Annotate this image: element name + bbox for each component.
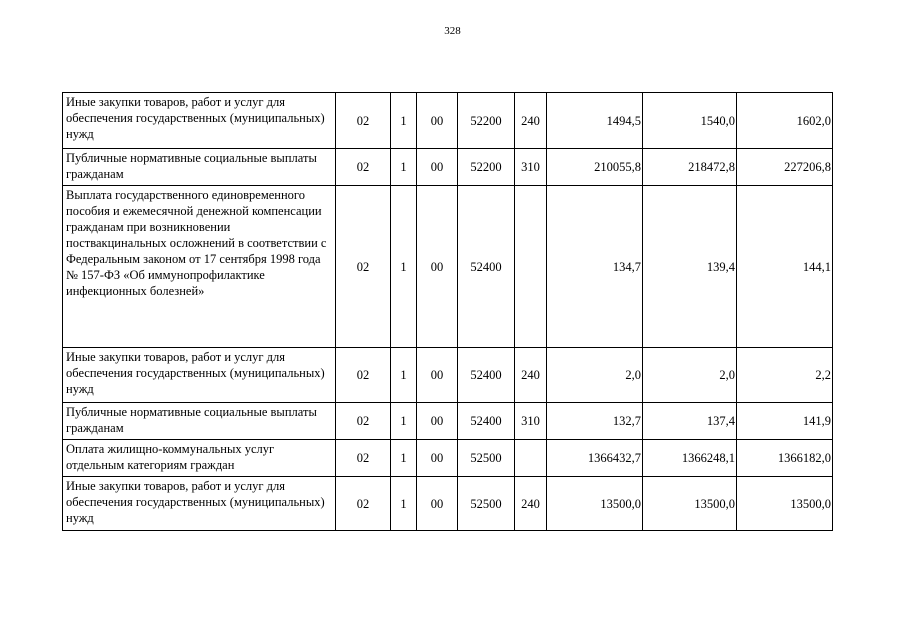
cell-code-2: 00 — [417, 93, 458, 149]
cell-expense-type: 240 — [515, 477, 547, 531]
row-name: Иные закупки товаров, работ и услуг для обеспечения государственных (муниципальных) нужд — [63, 348, 336, 403]
cell-expense-type — [515, 440, 547, 477]
cell-code-3: 52500 — [458, 440, 515, 477]
cell-value-1: 1494,5 — [547, 93, 643, 149]
row-name: Иные закупки товаров, работ и услуг для обеспечения государственных (муниципальных) нужд — [63, 477, 336, 531]
cell-value-2: 139,4 — [643, 186, 737, 348]
cell-code-2: 00 — [417, 149, 458, 186]
table-row — [63, 149, 833, 186]
cell-code-3: 52400 — [458, 186, 515, 348]
table-row — [63, 348, 833, 403]
cell-value-2: 1366248,1 — [643, 440, 737, 477]
table-row — [63, 477, 833, 531]
cell-value-1: 1366432,7 — [547, 440, 643, 477]
cell-code-1: 1 — [391, 93, 417, 149]
cell-code-1: 1 — [391, 149, 417, 186]
row-name: Выплата государственного единовременного пособия и ежемесячной денежной компенсации гражданам при возникновении поствакцинальных осложнений в соответствии с Федеральным законом от 17 сентября 1998 года № 157-ФЗ «Об иммунопрофилактике инфекционных болезней» — [63, 186, 336, 348]
cell-code-3: 52400 — [458, 348, 515, 403]
cell-code-1: 1 — [391, 186, 417, 348]
cell-value-1: 210055,8 — [547, 149, 643, 186]
cell-code-3: 52200 — [458, 93, 515, 149]
row-name: Оплата жилищно-коммунальных услуг отдельным категориям граждан — [63, 440, 336, 477]
table-row — [63, 440, 833, 477]
cell-code-1: 1 — [391, 440, 417, 477]
cell-value-2: 218472,8 — [643, 149, 737, 186]
cell-section: 02 — [336, 186, 391, 348]
cell-expense-type — [515, 186, 547, 348]
cell-value-3: 1602,0 — [737, 93, 833, 149]
cell-code-1: 1 — [391, 477, 417, 531]
cell-code-3: 52400 — [458, 403, 515, 440]
row-name: Публичные нормативные социальные выплаты гражданам — [63, 403, 336, 440]
cell-value-3: 141,9 — [737, 403, 833, 440]
cell-section: 02 — [336, 403, 391, 440]
cell-value-2: 137,4 — [643, 403, 737, 440]
cell-expense-type: 240 — [515, 348, 547, 403]
cell-expense-type: 310 — [515, 403, 547, 440]
budget-table-body — [63, 93, 833, 531]
cell-value-1: 2,0 — [547, 348, 643, 403]
cell-expense-type: 310 — [515, 149, 547, 186]
cell-value-3: 227206,8 — [737, 149, 833, 186]
table-row — [63, 403, 833, 440]
cell-code-2: 00 — [417, 477, 458, 531]
cell-value-1: 132,7 — [547, 403, 643, 440]
cell-value-3: 13500,0 — [737, 477, 833, 531]
table-row — [63, 93, 833, 149]
cell-value-3: 2,2 — [737, 348, 833, 403]
cell-code-2: 00 — [417, 440, 458, 477]
page-number: 328 — [444, 25, 461, 37]
cell-section: 02 — [336, 440, 391, 477]
cell-code-2: 00 — [417, 348, 458, 403]
cell-code-1: 1 — [391, 403, 417, 440]
cell-code-2: 00 — [417, 403, 458, 440]
cell-value-2: 13500,0 — [643, 477, 737, 531]
cell-value-2: 1540,0 — [643, 93, 737, 149]
row-name: Иные закупки товаров, работ и услуг для обеспечения государственных (муниципальных) нужд — [63, 93, 336, 149]
cell-code-2: 00 — [417, 186, 458, 348]
table-row — [63, 186, 833, 348]
cell-section: 02 — [336, 149, 391, 186]
cell-value-2: 2,0 — [643, 348, 737, 403]
cell-value-3: 144,1 — [737, 186, 833, 348]
row-name: Публичные нормативные социальные выплаты гражданам — [63, 149, 336, 186]
cell-section: 02 — [336, 348, 391, 403]
cell-value-1: 134,7 — [547, 186, 643, 348]
cell-section: 02 — [336, 477, 391, 531]
cell-expense-type: 240 — [515, 93, 547, 149]
budget-table — [62, 92, 833, 531]
cell-code-3: 52500 — [458, 477, 515, 531]
cell-code-1: 1 — [391, 348, 417, 403]
cell-value-1: 13500,0 — [547, 477, 643, 531]
cell-section: 02 — [336, 93, 391, 149]
cell-value-3: 1366182,0 — [737, 440, 833, 477]
cell-code-3: 52200 — [458, 149, 515, 186]
